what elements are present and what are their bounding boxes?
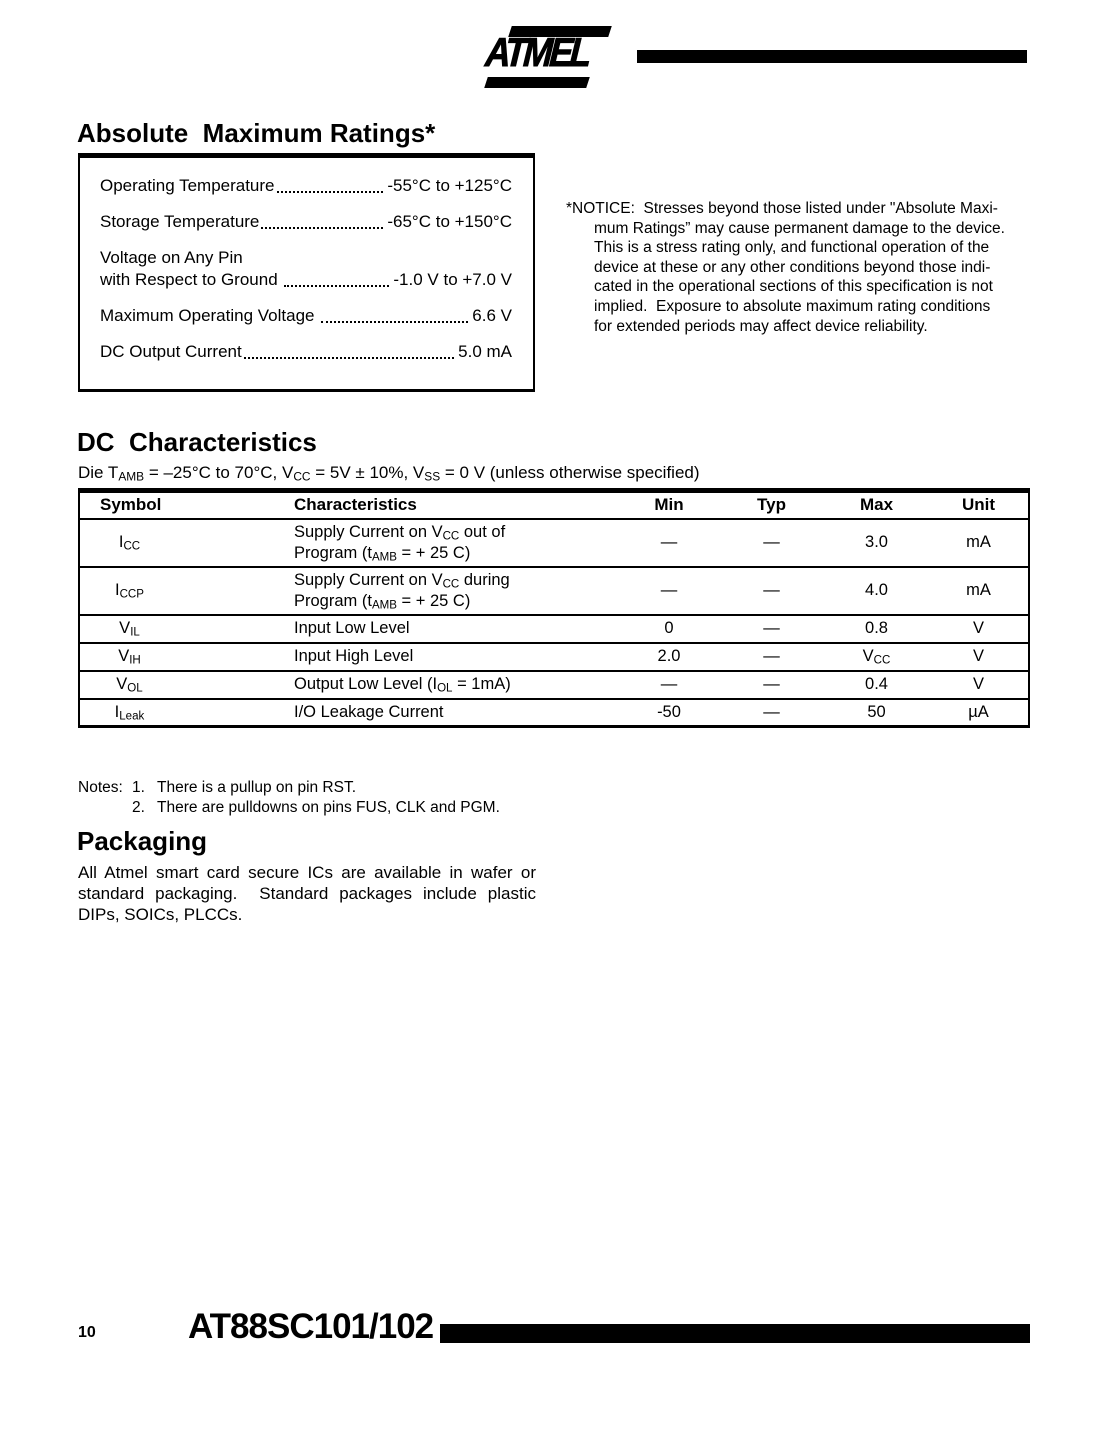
cell-min: -50: [657, 702, 681, 721]
dot-leader: [321, 321, 468, 323]
cell-symbol: $V_{OL}$: [116, 675, 143, 695]
dot-leader: [261, 227, 383, 229]
amr-item: [100, 305, 512, 327]
note-number: 1.: [132, 779, 145, 796]
notice-line: for extended periods may affect device reliability.: [594, 317, 928, 335]
cell-min: 2.0: [657, 647, 681, 665]
notice-block: [566, 199, 1044, 336]
cell-max: 50: [867, 702, 886, 721]
packaging-section-title: Packaging: [77, 826, 208, 856]
notice-line: mum Ratings” may cause permanent damage to the device.: [594, 219, 1005, 237]
table-row: [79, 671, 1029, 699]
cell-unit: V: [972, 647, 984, 665]
cell-max: $V_{CC}$: [862, 647, 891, 667]
dot-leader: [244, 357, 454, 359]
col-header-unit: Unit: [961, 495, 996, 515]
amr-item-value: -1.0 V to +7.0 V: [393, 270, 512, 289]
dc-table-body: [79, 519, 1029, 727]
cell-unit: mA: [966, 533, 991, 551]
cell-typ: —: [763, 619, 780, 637]
cell-characteristics: Supply Current on $V_{CC}$ during Program ($t_{AMB}$ = + 25 C): [294, 570, 510, 611]
cell-min: 0: [664, 619, 674, 637]
cell-min: —: [660, 581, 678, 599]
table-row: [79, 519, 1029, 567]
amr-item-value: -65°C to +150°C: [387, 212, 512, 231]
amr-item-label: Voltage on Any Pin: [100, 248, 243, 267]
amr-item-label: Storage Temperature: [100, 212, 260, 231]
table-header-row: [79, 491, 1029, 519]
cell-symbol: $V_{IH}$: [118, 647, 141, 667]
dot-leader: [277, 191, 384, 193]
amr-item: [100, 341, 512, 363]
cell-typ: —: [763, 533, 780, 551]
cell-characteristics: I/O Leakage Current: [294, 702, 444, 721]
table-row: [79, 643, 1029, 671]
cell-max: 0.8: [865, 619, 888, 637]
table-row: [79, 567, 1029, 615]
dot-leader: [284, 285, 389, 287]
cell-typ: —: [763, 647, 780, 665]
notice-line: *NOTICE: Stresses beyond those listed under "Absolute Maxi-: [566, 200, 998, 217]
cell-min: —: [660, 675, 678, 693]
amr-items: [100, 175, 512, 363]
cell-symbol: $V_{IL}$: [119, 619, 140, 639]
footer-doc-title: AT88SC101/102: [188, 1307, 434, 1346]
table-row: [79, 699, 1029, 727]
cell-unit: µA: [968, 702, 989, 721]
amr-item: [100, 247, 512, 291]
cell-max: 0.4: [865, 675, 888, 693]
notice-line: device at these or any other conditions beyond those indi-: [594, 258, 991, 276]
amr-item-value: 6.6 V: [472, 306, 512, 325]
col-header-min: Min: [654, 495, 684, 515]
cell-min: —: [660, 533, 678, 551]
notes-label: Notes:: [78, 779, 123, 796]
atmel-logo: [484, 26, 614, 89]
col-header-max: Max: [859, 495, 894, 515]
amr-item: [100, 175, 512, 197]
logo-wordmark: ATMEL: [484, 30, 590, 76]
amr-item-value: -55°C to +125°C: [387, 176, 512, 195]
amr-box: [78, 153, 535, 392]
note-number: 2.: [132, 799, 145, 816]
cell-typ: —: [763, 702, 780, 721]
col-header-typ: Typ: [757, 495, 786, 515]
dc-conditions: Die $T_{AMB} = -25^\circ C$ to 70°C, $V_{CC} = 5V \pm 10\%$, $V_{SS} = 0$ V (unless otherwise specified): [78, 463, 700, 484]
note-text: There are pulldowns on pins FUS, CLK and PGM.: [157, 799, 500, 816]
amr-item-label: DC Output Current: [100, 342, 242, 361]
amr-item: [100, 211, 512, 233]
dc-section-title: DC Characteristics: [77, 427, 317, 457]
amr-item-label: Operating Temperature: [100, 176, 275, 195]
cell-typ: —: [763, 581, 780, 599]
cell-characteristics: Input Low Level: [294, 619, 410, 637]
amr-item-label: Maximum Operating Voltage: [100, 306, 320, 325]
cell-unit: V: [972, 619, 984, 637]
cell-unit: V: [972, 675, 984, 693]
cell-max: 3.0: [865, 533, 888, 551]
table-row: [79, 615, 1029, 643]
page-number: 10: [78, 1324, 96, 1341]
cell-symbol: $I_{CC}$: [118, 533, 141, 553]
footer-rule: [440, 1324, 1030, 1343]
packaging-paragraph: All Atmel smart card secure ICs are available in wafer or standard packaging. Standard packages include plastic DIPs, SOICs, PLCCs.: [78, 863, 541, 924]
note-item: [132, 798, 500, 818]
amr-item-label: with Respect to Ground: [100, 270, 283, 289]
notice-line: cated in the operational sections of this specification is not: [594, 278, 993, 296]
cell-characteristics: Supply Current on $V_{CC}$ out of Program ($t_{AMB}$ = + 25 C): [294, 522, 506, 563]
col-header-symbol: Symbol: [100, 495, 162, 515]
notes-block: [78, 778, 500, 818]
amr-section-title: Absolute Maximum Ratings*: [77, 118, 436, 148]
dc-table: [78, 488, 1030, 728]
notice-line: implied. Exposure to absolute maximum rating conditions: [594, 297, 991, 315]
cell-characteristics: Output Low Level $(I_{OL} = 1mA)$: [294, 675, 511, 695]
cell-unit: mA: [966, 581, 991, 599]
cell-max: 4.0: [865, 581, 888, 599]
header-rule: [637, 50, 1027, 63]
note-text: There is a pullup on pin RST.: [157, 779, 357, 796]
cell-symbol: $I_{CCP}$: [115, 581, 144, 601]
notes-list: [132, 778, 500, 818]
notice-line: This is a stress rating only, and functional operation of the: [594, 239, 990, 257]
note-item: [132, 778, 500, 798]
cell-characteristics: Input High Level: [294, 647, 414, 665]
cell-symbol: $I_{Leak}$: [114, 702, 145, 723]
logo-bottom-bar: [484, 77, 590, 88]
amr-item-value: 5.0 mA: [458, 342, 512, 361]
col-header-characteristics: Characteristics: [294, 495, 417, 515]
cell-typ: —: [763, 675, 780, 693]
